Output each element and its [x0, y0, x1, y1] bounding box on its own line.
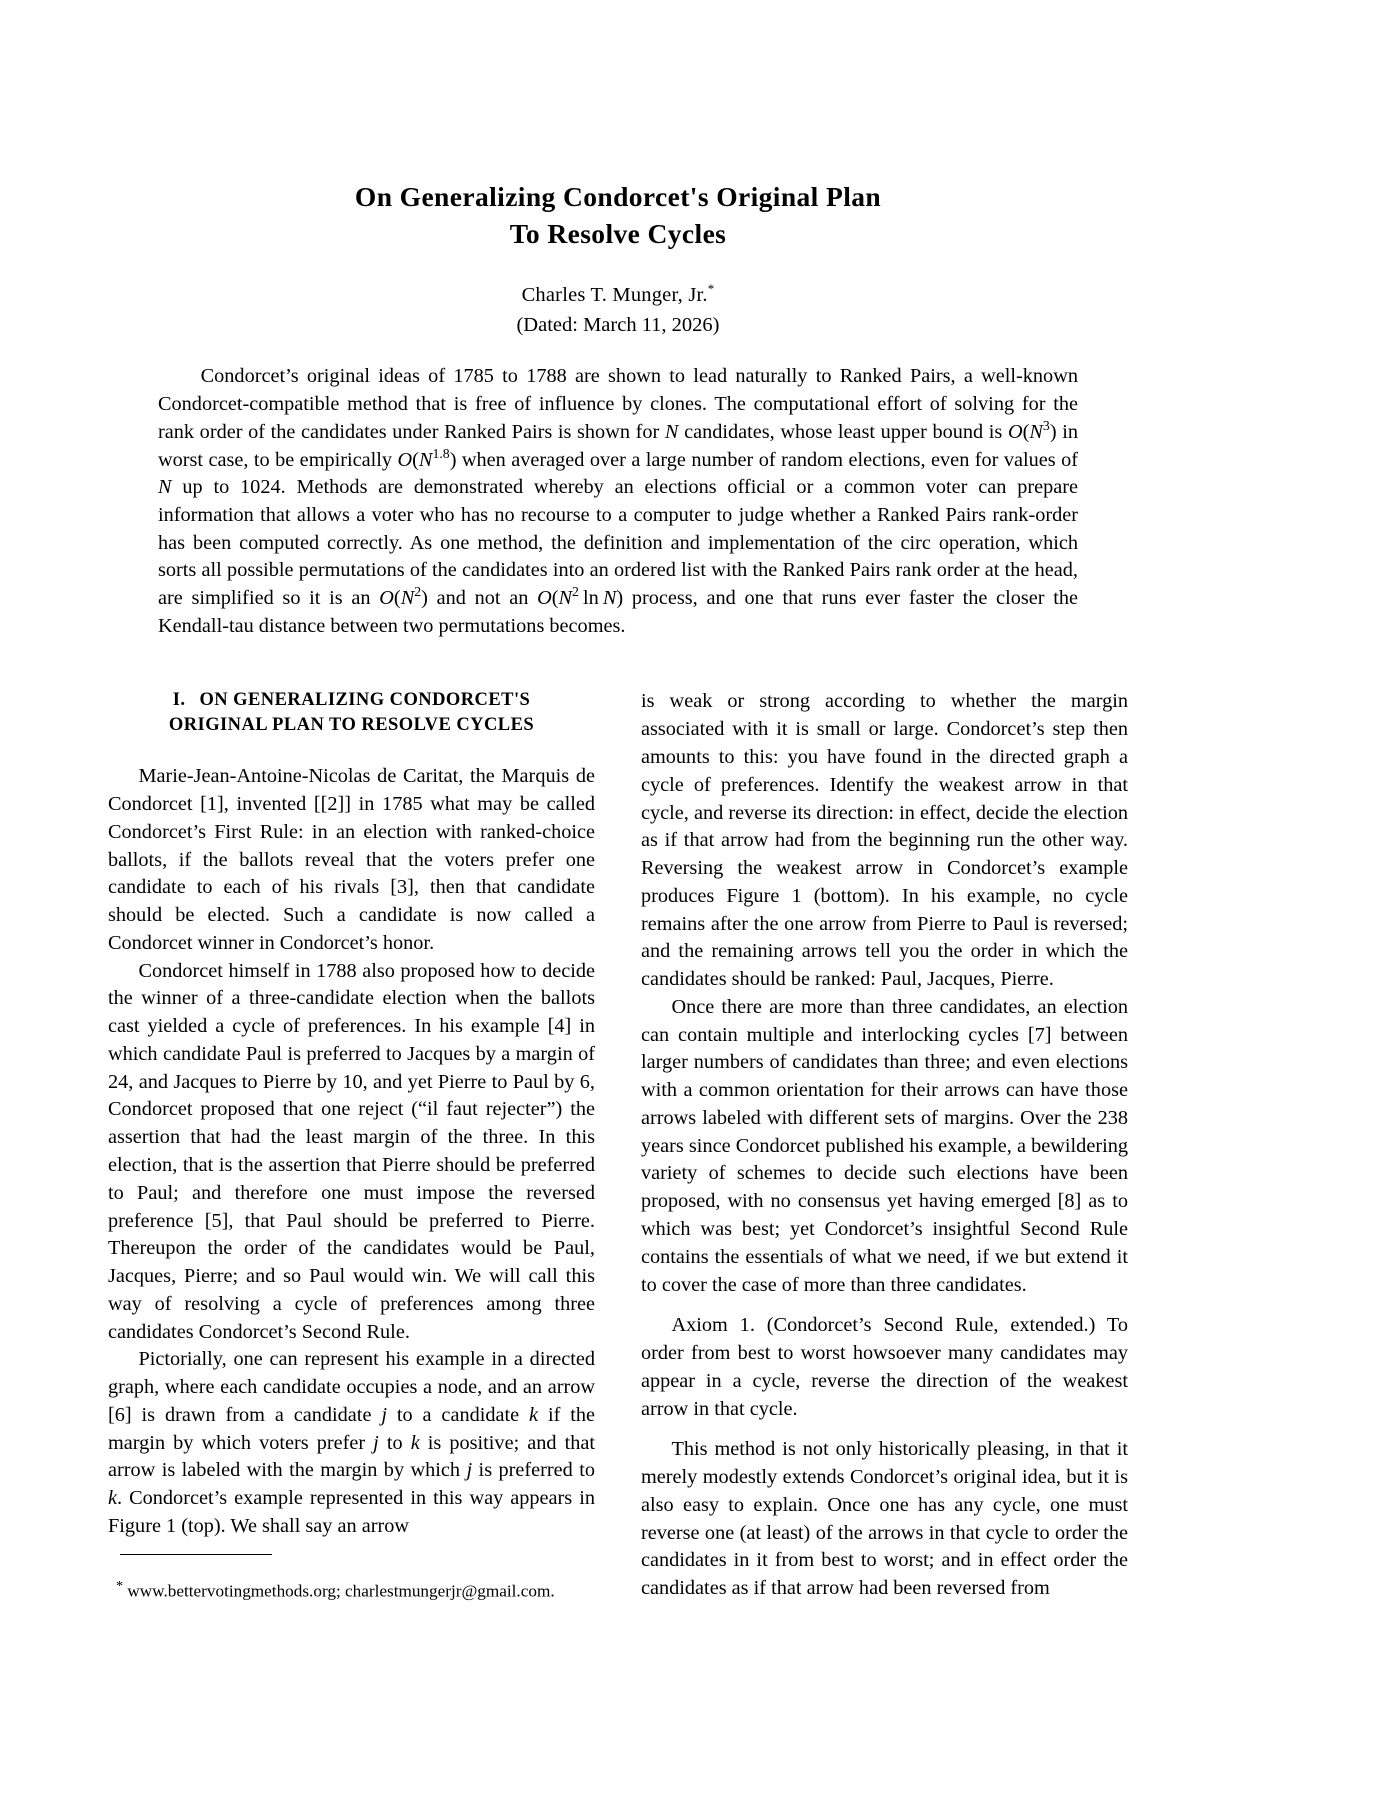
- page-title: [108, 150, 1128, 252]
- author-footnote-marker: *: [707, 281, 715, 297]
- date-line: (Dated: March 11, 2026): [516, 313, 720, 336]
- paragraph: This method is not only historically pleasing, in that it merely modestly extends Condorcet’s original idea, but it is also easy to explain. Once one has any cycle, one must reverse one (at least) of the arrows in that cycle to order the candidates in it from best to worst; and in effect order the candidates as if that arrow had been reversed from: [641, 1438, 1128, 1600]
- body-columns: [108, 688, 1128, 1603]
- paragraph: Marie-Jean-Antoine-Nicolas de Caritat, the Marquis de Condorcet [1], invented [[2]] in 1785 what may be called Condorcet’s First Rule: in an election with ranked-choice ballots, if the ballots reveal that the voters prefer one candidate to each of his rivals [3], then that candidate should be elected. Such a candidate is now called a Condorcet winner in Condorcet’s honor.: [108, 765, 595, 954]
- right-column: [641, 688, 1128, 1603]
- left-column-inner: [108, 688, 595, 1568]
- section-heading-line-2: ORIGINAL PLAN TO RESOLVE CYCLES: [168, 714, 535, 735]
- footnote-marker: *: [116, 1578, 124, 1594]
- paragraph: Once there are more than three candidates, an election can contain multiple and interlocking cycles [7] between larger numbers of candidates than three; and even elections with a common orientation for their arrows can have those arrows labeled with different sets of margins. Over the 238 years since Condorcet published his example, a bewildering variety of schemes to decide such elections have been proposed, with no consensus yet having emerged [8] as to which was best; yet Condorcet’s insightful Second Rule contains the essentials of what we need, if we but extend it to cover the case of more than three candidates.: [641, 995, 1128, 1296]
- abstract: Condorcet’s original ideas of 1785 to 1788 are shown to lead naturally to Ranked Pairs, a well-known Condorcet-compatible method that is free of influence by clones. The computational effort of solving for the rank order of the candidates under Ranked Pairs is shown for N candidates, whose least upper bound is $O(N^3)$ in worst case, to be empirically $O(N^{1.8})$ when averaged over a large number of random elections, even for values of N up to 1024. Methods are demonstrated whereby an elections official or a common voter can prepare information that allows a voter who has no recourse to a computer to judge whether a Ranked Pairs rank-order has been computed correctly. As one method, the definition and implementation of the circ operation, which sorts all possible permutations of the candidates into an ordered list with the Ranked Pairs rank order at the head, are simplified so it is an $O(N^2)$ and not an $O(N^2$ ln N) process, and one that runs ever faster the closer the Kendall-tau distance between two permutations becomes.: [158, 365, 1078, 637]
- footnote-area: [108, 1554, 595, 1603]
- left-column: [108, 688, 595, 1603]
- section-heading: [108, 688, 595, 737]
- axiom-paragraph: Axiom 1. (Condorcet’s Second Rule, extended.) To order from best to worst howsoever many candidates may appear in a cycle, reverse the direction of the weakest arrow in that cycle.: [641, 1314, 1128, 1420]
- section-heading-line-1: ON GENERALIZING CONDORCET'S: [199, 690, 531, 711]
- author-line: [108, 280, 1128, 310]
- footnote: [108, 1577, 595, 1603]
- paragraph: is weak or strong according to whether the margin associated with it is small or large. Condorcet’s step then amounts to this: you have found in the directed graph a cycle of preferences. Identify the weakest arrow in that cycle, and reverse its direction: in effect, decide the election as if that arrow had from the beginning run the other way. Reversing the weakest arrow in Condorcet’s example produces Figure 1 (bottom). In his example, no cycle remains after the one arrow from Pierre to Paul is reversed; and the remaining arrows tell you the order in which the candidates should be ranked: Paul, Jacques, Pierre.: [641, 690, 1128, 991]
- title-line-2: To Resolve Cycles: [509, 218, 727, 250]
- footnote-content: www.bettervotingmethods.org; charlestmungerjr@gmail.com.: [127, 1581, 555, 1601]
- author-name: Charles T. Munger, Jr.: [521, 284, 708, 307]
- paragraph: Condorcet himself in 1788 also proposed how to decide the winner of a three-candidate election when the ballots cast yielded a cycle of preferences. In his example [4] in which candidate Paul is preferred to Jacques by a margin of 24, and Jacques to Pierre by 10, and yet Pierre to Paul by 6, Condorcet proposed that one reject (“il faut rejecter”) the assertion that had the least margin of the three. In this election, that is the assertion that Pierre should be preferred to Paul; and therefore one must impose the reversed preference [5], that Paul should be preferred to Pierre. Thereupon the order of the candidates would be Paul, Jacques, Pierre; and so Paul would win. We will call this way of resolving a cycle of preferences among three candidates Condorcet’s Second Rule.: [108, 959, 595, 1343]
- page-content: [108, 150, 1128, 1603]
- footnote-rule: [120, 1554, 272, 1555]
- section-number: I.: [172, 690, 186, 711]
- title-block: [108, 150, 1128, 339]
- title-line-1: On Generalizing Condorcet's Original Plan: [354, 181, 882, 212]
- paragraph: Pictorially, one can represent his example in a directed graph, where each candidate occupies a node, and an arrow [6] is drawn from a candidate j to a candidate k if the margin by which voters prefer j to k is positive; and that arrow is labeled with the margin by which j is preferred to k. Condorcet’s example represented in this way appears in Figure 1 (top). We shall say an arrow: [108, 1348, 596, 1537]
